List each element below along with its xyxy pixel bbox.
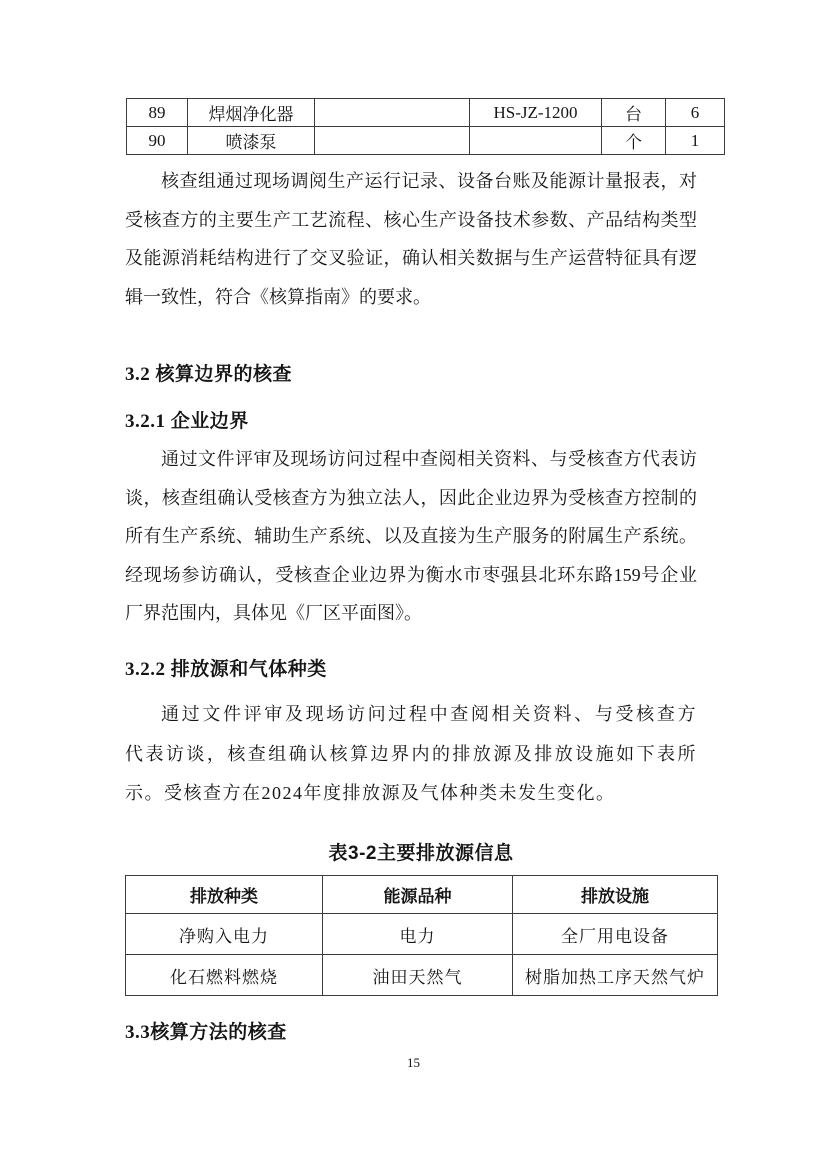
- table-cell: 净购入电力: [126, 914, 323, 955]
- table-cell: [315, 127, 470, 155]
- equipment-table-body: [127, 99, 725, 155]
- table-row: [127, 127, 725, 155]
- emission-table-caption: 表3-2主要排放源信息: [328, 843, 514, 864]
- section-heading-3-3: 3.3核算方法的核查: [125, 1022, 287, 1043]
- paragraph-enterprise-boundary: [125, 440, 697, 633]
- table-cell: [315, 99, 470, 127]
- equipment-table-continuation: [126, 98, 725, 155]
- table-row: [127, 99, 725, 127]
- table-cell: [470, 127, 602, 155]
- table-cell: 1: [666, 127, 725, 155]
- table-cell: 电力: [323, 914, 513, 955]
- column-header-emission-type: 排放种类: [126, 876, 323, 914]
- text-line: 通过文件评审及现场访问过程中查阅相关资料、与受核查方代表访: [161, 449, 697, 469]
- text-line: 受核查方的主要生产工艺流程、核心生产设备技术参数、产品结构类型: [125, 209, 697, 230]
- table-header-row: [126, 876, 718, 914]
- table-cell: 化石燃料燃烧: [126, 955, 323, 996]
- table-cell: 6: [666, 99, 725, 127]
- page-number: 15: [407, 1055, 420, 1070]
- text-line: 核查组通过现场调阅生产运行记录、设备台账及能源计量报表，对: [161, 171, 697, 191]
- text-line: 谈，核查组确认受核查方为独立法人，因此企业边界为受核查方控制的: [125, 487, 697, 508]
- text-line: 经现场参访确认，受核查企业边界为衡水市枣强县北环东路159号企业: [125, 564, 697, 585]
- text-line: 示。受核查方在2024年度排放源及气体种类未发生变化。: [125, 783, 616, 803]
- table-cell: 树脂加热工序天然气炉: [513, 955, 718, 996]
- column-header-emission-facility: 排放设施: [513, 876, 718, 914]
- text-line: 代表访谈，核查组确认核算边界内的排放源及排放设施如下表所: [125, 743, 697, 764]
- table-row: [126, 914, 718, 955]
- text-line: 通过文件评审及现场访问过程中查阅相关资料、与受核查方: [161, 704, 697, 724]
- text-line: 及能源消耗结构进行了交叉验证，确认相关数据与生产运营特征具有逻: [125, 248, 697, 268]
- table-cell: 90: [127, 127, 188, 155]
- table-cell: 89: [127, 99, 188, 127]
- text-line: 辑一致性，符合《核算指南》的要求。: [125, 286, 431, 307]
- emission-table-header: [126, 876, 718, 914]
- table-cell: 喷漆泵: [188, 127, 315, 155]
- emission-table-body: [126, 914, 718, 996]
- table-cell: 焊烟净化器: [188, 99, 315, 127]
- section-heading-3-2-2: 3.2.2 排放源和气体种类: [125, 659, 327, 680]
- table-row: [126, 955, 718, 996]
- table-cell: HS-JZ-1200: [470, 99, 602, 127]
- paragraph-emission-sources: [125, 695, 697, 814]
- table-cell: 油田天然气: [323, 955, 513, 996]
- section-heading-3-2: 3.2 核算边界的核查: [125, 364, 293, 385]
- emission-source-table: [125, 875, 718, 996]
- table-cell: 个: [602, 127, 666, 155]
- table-cell: 全厂用电设备: [513, 914, 718, 955]
- column-header-energy-type: 能源品种: [323, 876, 513, 914]
- table-cell: 台: [602, 99, 666, 127]
- text-line: 厂界范围内，具体见《厂区平面图》。: [125, 603, 422, 623]
- text-line: 所有生产系统、辅助生产系统、以及直接为生产服务的附属生产系统。: [125, 526, 697, 546]
- section-heading-3-2-1: 3.2.1 企业边界: [125, 411, 249, 432]
- paragraph-cross-validation: [125, 162, 697, 316]
